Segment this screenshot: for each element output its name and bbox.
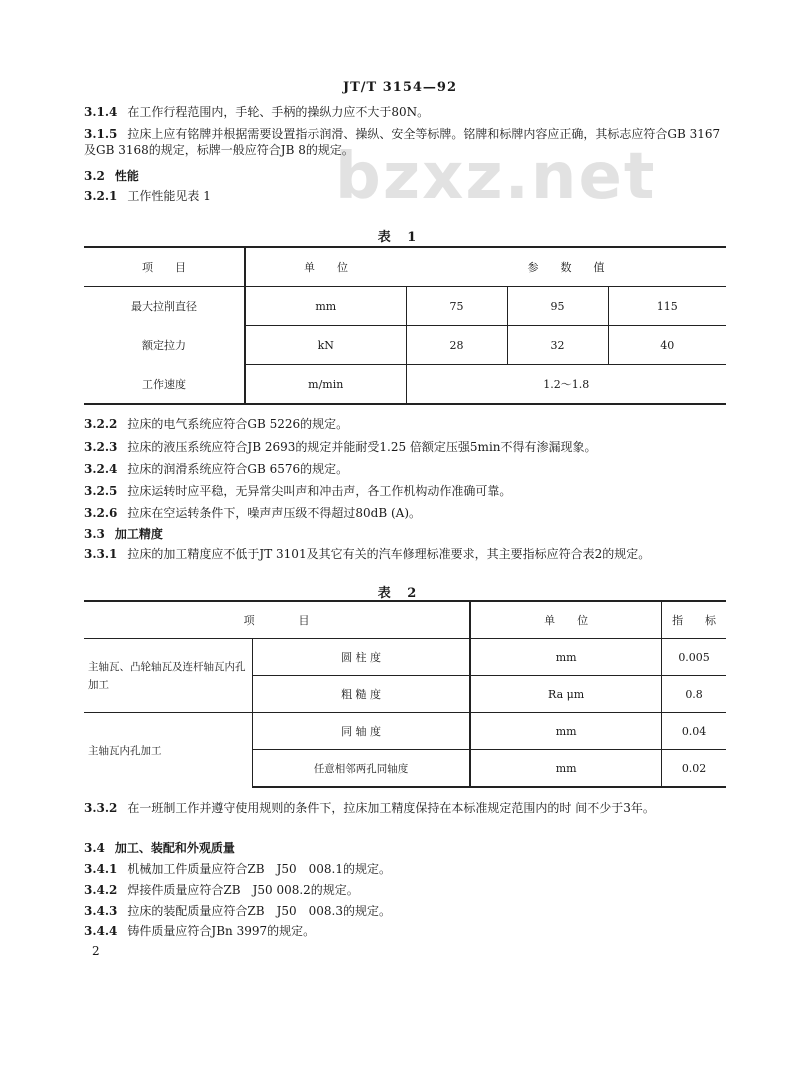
clause-text: 工作性能见表 1 xyxy=(127,189,211,203)
section-title: 加工精度 xyxy=(114,527,163,541)
cell-unit: kN xyxy=(245,326,406,365)
section-title: 性能 xyxy=(114,169,139,183)
cell-item: 额定拉力 xyxy=(84,326,245,365)
cell-sub: 任意相邻两孔同轴度 xyxy=(253,750,471,788)
clause-number: 3.2.3 xyxy=(84,440,118,454)
section-number: 3.2 xyxy=(84,169,105,183)
clause-text: 拉床的液压系统应符合JB 2693的规定并能耐受1.25 倍额定压强5min不得有渗漏现象。 xyxy=(127,440,597,454)
para-3-2-4 xyxy=(84,461,724,477)
clause-number: 3.3.1 xyxy=(84,547,118,561)
table-header-item: 项 目 xyxy=(84,601,470,639)
cell-group: 主轴瓦内孔加工 xyxy=(84,713,253,788)
para-3-4-4 xyxy=(84,923,724,939)
section-number: 3.3 xyxy=(84,527,105,541)
cell-value: 28 xyxy=(406,326,507,365)
clause-text: 铸件质量应符合JBn 3997的规定。 xyxy=(127,924,316,938)
clause-number: 3.1.4 xyxy=(84,105,118,119)
clause-text: 在工作行程范围内，手轮、手柄的操纵力应不大于80N。 xyxy=(127,105,430,119)
section-3-2 xyxy=(84,168,724,184)
para-3-2-5 xyxy=(84,483,724,499)
cell-value: 32 xyxy=(507,326,608,365)
clause-number: 3.2.6 xyxy=(84,506,118,520)
table-header-unit: 单 位 xyxy=(470,601,662,639)
section-3-4 xyxy=(84,840,724,856)
clause-text: 在一班制工作并遵守使用规则的条件下，拉床加工精度保持在本标准规定范围内的时 间不少于3年。 xyxy=(127,801,655,815)
clause-text: 拉床的电气系统应符合GB 5226的规定。 xyxy=(127,417,349,431)
clause-number: 3.2.1 xyxy=(84,189,118,203)
cell-group: 主轴瓦、凸轮轴瓦及连杆轴瓦内孔加工 xyxy=(84,639,253,713)
clause-text: 焊接件质量应符合ZB J50 008.2的规定。 xyxy=(127,883,359,897)
cell-value: 95 xyxy=(507,287,608,326)
table-row xyxy=(84,639,726,676)
clause-number: 3.4.4 xyxy=(84,924,118,938)
clause-number: 3.2.5 xyxy=(84,484,118,498)
clause-text: 拉床的装配质量应符合ZB J50 008.3的规定。 xyxy=(127,904,391,918)
cell-range: 1.2～1.8 xyxy=(406,365,726,405)
clause-number: 3.1.5 xyxy=(84,127,118,141)
cell-unit: mm xyxy=(470,713,662,750)
clause-text: 拉床在空运转条件下，噪声声压级不得超过80dB (A)。 xyxy=(127,506,422,520)
clause-text: 拉床的加工精度应不低于JT 3101及其它有关的汽车修理标准要求，其主要指标应符合表2的规定。 xyxy=(127,547,651,561)
table-header-unit: 单 位 xyxy=(245,247,406,287)
cell-unit: m/min xyxy=(245,365,406,405)
table-row xyxy=(84,287,726,326)
section-number: 3.4 xyxy=(84,841,105,855)
table-2 xyxy=(84,600,726,788)
table-header-index: 指 标 xyxy=(662,601,726,639)
para-3-2-6 xyxy=(84,505,724,521)
table-1-caption: 表 1 xyxy=(377,230,423,245)
cell-sub: 粗 糙 度 xyxy=(253,676,471,713)
section-title: 加工、装配和外观质量 xyxy=(114,841,235,855)
para-3-3-1 xyxy=(84,546,724,562)
table-header-params: 参 数 值 xyxy=(406,247,726,287)
clause-text: 拉床的润滑系统应符合GB 6576的规定。 xyxy=(127,462,349,476)
para-3-4-1 xyxy=(84,861,724,877)
cell-item: 工作速度 xyxy=(84,365,245,405)
table-2-caption: 表 2 xyxy=(377,586,423,601)
clause-number: 3.3.2 xyxy=(84,801,118,815)
para-3-2-2 xyxy=(84,416,724,432)
page-header: JT/T 3154—92 xyxy=(342,80,458,95)
para-3-1-5 xyxy=(84,126,724,158)
para-3-4-3 xyxy=(84,903,724,919)
section-3-3 xyxy=(84,526,724,542)
clause-number: 3.2.4 xyxy=(84,462,118,476)
cell-unit: mm xyxy=(470,639,662,676)
clause-text: 拉床上应有铭牌并根据需要设置指示润滑、操纵、安全等标牌。铭牌和标牌内容应正确，其标志应符合GB 3167及GB 3168的规定，标牌一般应符合JB 8的规定。 xyxy=(84,127,721,157)
clause-number: 3.4.2 xyxy=(84,883,118,897)
para-3-3-2 xyxy=(84,800,724,816)
watermark: bzxz.net xyxy=(335,140,657,214)
clause-number: 3.2.2 xyxy=(84,417,118,431)
cell-sub: 同 轴 度 xyxy=(253,713,471,750)
cell-value: 0.8 xyxy=(662,676,726,713)
table-header-item: 项 目 xyxy=(84,247,245,287)
clause-text: 拉床运转时应平稳，无异常尖叫声和冲击声，各工作机构动作准确可靠。 xyxy=(127,484,512,498)
cell-unit: Ra μm xyxy=(470,676,662,713)
cell-unit: mm xyxy=(470,750,662,788)
cell-value: 0.04 xyxy=(662,713,726,750)
cell-item: 最大拉削直径 xyxy=(84,287,245,326)
table-row xyxy=(84,713,726,750)
clause-number: 3.4.3 xyxy=(84,904,118,918)
table-row xyxy=(84,326,726,365)
cell-value: 0.02 xyxy=(662,750,726,788)
table-header-row xyxy=(84,601,726,639)
cell-value: 0.005 xyxy=(662,639,726,676)
clause-number: 3.4.1 xyxy=(84,862,118,876)
para-3-4-2 xyxy=(84,882,724,898)
clause-text: 机械加工件质量应符合ZB J50 008.1的规定。 xyxy=(127,862,391,876)
table-row xyxy=(84,365,726,405)
cell-unit: mm xyxy=(245,287,406,326)
cell-sub: 圆 柱 度 xyxy=(253,639,471,676)
page-number: 2 xyxy=(92,944,100,958)
table-1 xyxy=(84,246,726,405)
cell-value: 40 xyxy=(608,326,726,365)
para-3-2-1 xyxy=(84,188,724,204)
para-3-1-4 xyxy=(84,104,724,120)
cell-value: 115 xyxy=(608,287,726,326)
para-3-2-3 xyxy=(84,439,724,455)
cell-value: 75 xyxy=(406,287,507,326)
